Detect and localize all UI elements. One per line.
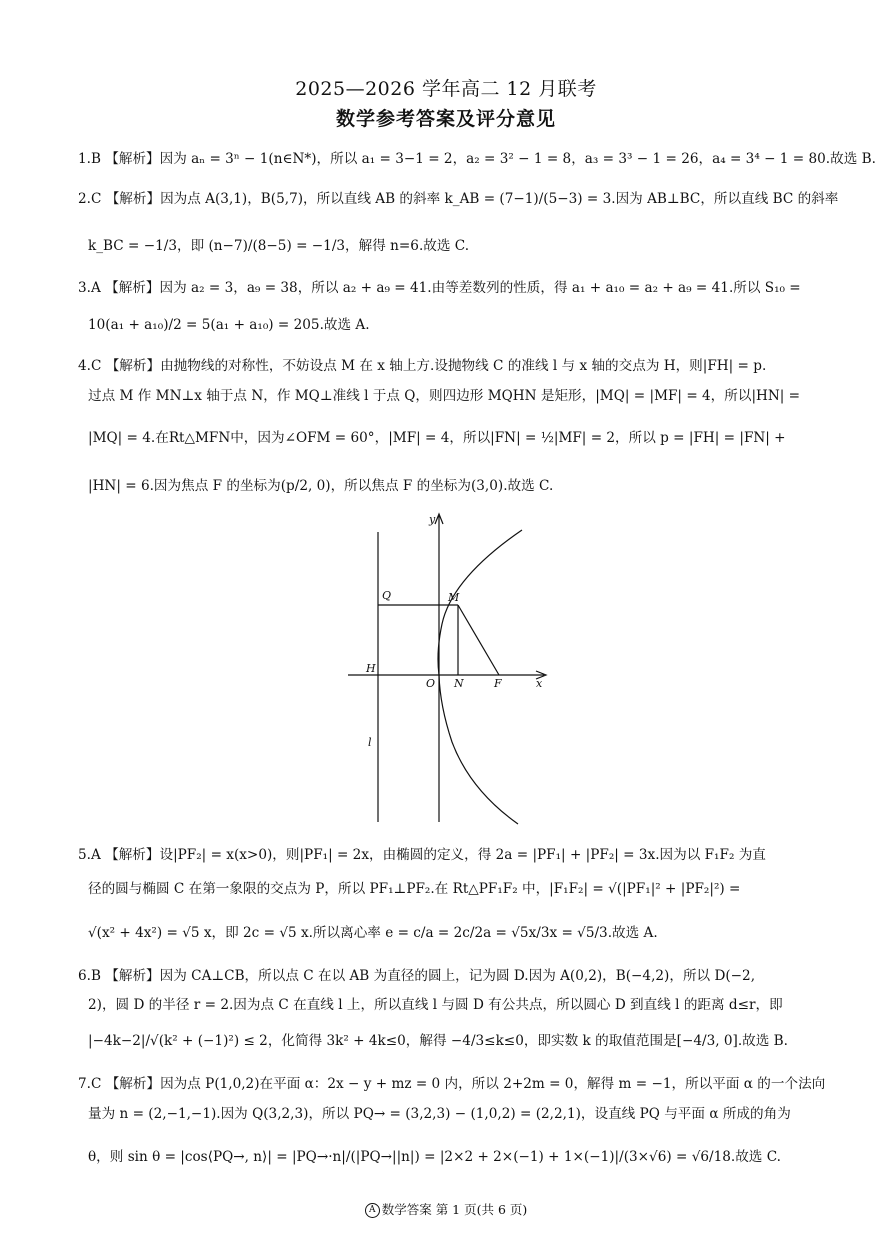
answer-line: θ，则 sin θ = |cos⟨PQ→, n⟩| = |PQ→·n|/(|PQ→||n|) = |2×2 + 2×(−1) + 1×(−1)|/(3×√6) = √6/18.故选 C. xyxy=(88,1149,781,1165)
page-footer xyxy=(0,1200,892,1218)
label-h: H xyxy=(366,662,376,675)
answer-line: |−4k−2|/√(k² + (−1)²) ≤ 2，化简得 3k² + 4k≤0，解得 −4/3≤k≤0，即实数 k 的取值范围是[−4/3, 0].故选 B. xyxy=(88,1033,788,1049)
answer-line: 4.C 【解析】由抛物线的对称性，不妨设点 M 在 x 轴上方.设抛物线 C 的准线 l 与 x 轴的交点为 H，则|FH| = p. xyxy=(78,358,767,374)
label-y: y xyxy=(429,513,436,526)
label-l: l xyxy=(368,736,372,749)
answer-line: 10(a₁ + a₁₀)/2 = 5(a₁ + a₁₀) = 205.故选 A. xyxy=(88,317,370,333)
label-x: x xyxy=(536,677,543,690)
answer-line: 过点 M 作 MN⊥x 轴于点 N，作 MQ⊥准线 l 于点 Q，则四边形 MQHN 是矩形，|MQ| = |MF| = 4，所以|HN| = xyxy=(88,388,801,404)
answer-line: 量为 n = (2,−1,−1).因为 Q(3,2,3)，所以 PQ→ = (3,2,3) − (1,0,2) = (2,2,1)，设直线 PQ 与平面 α 所成的角为 xyxy=(88,1106,791,1122)
footer-text: 数学答案 第 1 页(共 6 页) xyxy=(381,1202,528,1217)
answer-line: 3.A 【解析】因为 a₂ = 3，a₉ = 38，所以 a₂ + a₉ = 41.由等差数列的性质，得 a₁ + a₁₀ = a₂ + a₉ = 41.所以 S₁₀ = xyxy=(78,280,801,296)
parabola-diagram xyxy=(340,506,550,826)
answer-line: 6.B 【解析】因为 CA⊥CB，所以点 C 在以 AB 为直径的圆上，记为圆 D.因为 A(0,2)，B(−4,2)，所以 D(−2, xyxy=(78,968,756,984)
answer-line: 1.B 【解析】因为 aₙ = 3ⁿ − 1(n∈N*)，所以 a₁ = 3−1 = 2，a₂ = 3² − 1 = 8，a₃ = 3³ − 1 = 26，a₄ = 3⁴ − 1 = 80.故选 B. xyxy=(78,151,876,167)
answer-line: 2)，圆 D 的半径 r = 2.因为点 C 在直线 l 上，所以直线 l 与圆 D 有公共点，所以圆心 D 到直线 l 的距离 d≤r，即 xyxy=(88,997,783,1013)
answer-line: k_BC = −1/3，即 (n−7)/(8−5) = −1/3，解得 n=6.故选 C. xyxy=(88,238,470,254)
page-title: 2025—2026 学年高二 12 月联考 xyxy=(295,78,597,100)
page-subtitle: 数学参考答案及评分意见 xyxy=(335,108,556,130)
answer-line: 7.C 【解析】因为点 P(1,0,2)在平面 α：2x − y + mz = 0 内，所以 2+2m = 0，解得 m = −1，所以平面 α 的一个法向 xyxy=(78,1076,826,1092)
label-n: N xyxy=(454,677,464,690)
answer-line: √(x² + 4x²) = √5 x，即 2c = √5 x.所以离心率 e = c/a = 2c/2a = √5x/3x = √5/3.故选 A. xyxy=(88,925,658,941)
label-o: O xyxy=(426,677,436,690)
label-q: Q xyxy=(382,589,392,602)
answer-line: 5.A 【解析】设|PF₂| = x(x>0)，则|PF₁| = 2x，由椭圆的定义，得 2a = |PF₁| + |PF₂| = 3x.因为以 F₁F₂ 为直 xyxy=(78,847,766,863)
answer-line: 径的圆与椭圆 C 在第一象限的交点为 P，所以 PF₁⊥PF₂.在 Rt△PF₁F₂ 中，|F₁F₂| = √(|PF₁|² + |PF₂|²) = xyxy=(88,881,741,897)
answer-line: 2.C 【解析】因为点 A(3,1)，B(5,7)，所以直线 AB 的斜率 k_AB = (7−1)/(5−3) = 3.因为 AB⊥BC，所以直线 BC 的斜率 xyxy=(78,191,839,207)
version-badge: A xyxy=(365,1203,380,1218)
label-f: F xyxy=(494,677,502,690)
answer-line: |MQ| = 4.在Rt△MFN中，因为∠OFM = 60°，|MF| = 4，所以|FN| = ½|MF| = 2，所以 p = |FH| = |FN| + xyxy=(88,430,786,446)
answer-line: |HN| = 6.因为焦点 F 的坐标为(p/2, 0)，所以焦点 F 的坐标为(3,0).故选 C. xyxy=(88,478,554,494)
label-m: M xyxy=(448,591,460,604)
